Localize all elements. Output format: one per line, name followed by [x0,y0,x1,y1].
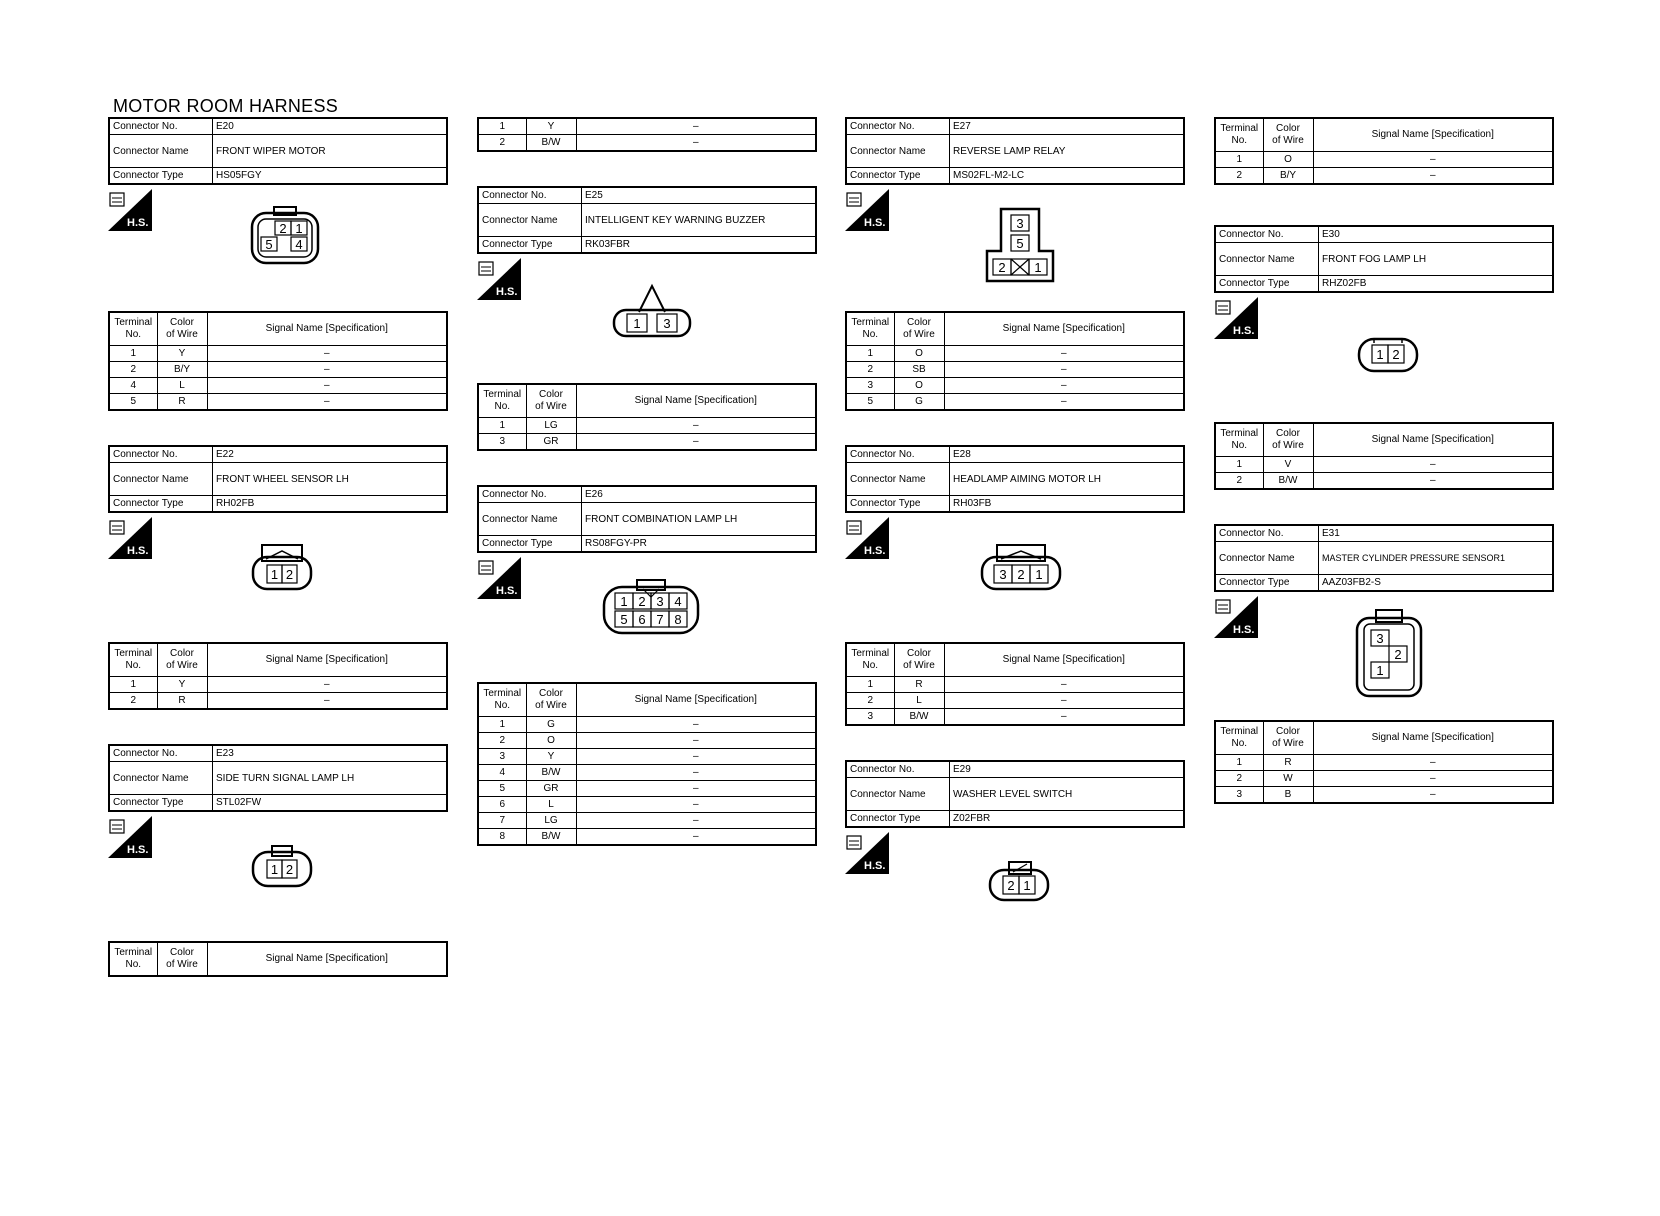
connector-no-label: Connector No. [109,118,213,135]
harness-side-icon [1214,297,1258,339]
connector-name-value: INTELLIGENT KEY WARNING BUZZER [582,204,817,237]
connector-info-table: Connector No. E26 Connector Name FRONT COMBINATION LAMP LH Connector Type RS08FGY-PR [477,485,817,553]
svg-text:2: 2 [1394,647,1402,662]
svg-text:2: 2 [1007,878,1015,893]
connector-no-value: E25 [582,187,817,204]
table-row: 3 O – [846,378,1184,394]
terminal-table: Terminal No. Color of Wire Signal Name [Specification] 1 R – 2 W – 3 B – [1214,720,1554,804]
connector-e25-face [611,282,693,340]
terminal-table: Terminal No. Color of Wire Signal Name [Specification] 1 O – 2 SB – 3 O – 5 G – [845,311,1185,411]
terminal-table: Terminal No. Color of Wire Signal Name [Specification] 1 Y – 2 R – [108,642,448,710]
svg-text:3: 3 [1016,216,1024,231]
table-row: 3 Y – [478,749,816,765]
table-row: 6 L – [478,797,816,813]
connector-e29 [845,760,1185,928]
table-row: 3 B/W – [846,709,1184,726]
harness-side-icon [845,832,889,874]
connector-no-value: E30 [1319,226,1554,243]
table-row: 5 R – [109,394,447,411]
connector-no-value: E26 [582,486,817,503]
svg-text:5: 5 [620,612,628,627]
pin-label: 1 [295,221,303,236]
connector-name-value: WASHER LEVEL SWITCH [950,778,1185,811]
table-row: 5 G – [846,394,1184,411]
table-row: 2 B/W – [478,135,816,152]
table-row: 2 O – [478,733,816,749]
table-row: 1 G – [478,717,816,733]
svg-text:H.S.: H.S. [127,844,149,856]
terminal-table-continued: Terminal No. Color of Wire Signal Name [Specification] 1 O – 2 B/Y – [1214,117,1554,185]
svg-text:7: 7 [656,612,664,627]
svg-text:H.S.: H.S. [496,286,518,298]
connector-e27 [845,117,1185,411]
connector-type-value: AAZ03FB2-S [1319,575,1554,592]
svg-text:6: 6 [638,612,646,627]
pin-label: 2 [279,221,287,236]
harness-side-icon [108,517,152,559]
connector-no-value: E22 [213,446,448,463]
svg-text:1: 1 [270,862,279,877]
connector-type-label: Connector Type [109,168,213,185]
column-2 [477,117,817,846]
svg-text:H.S.: H.S. [864,860,886,872]
svg-text:H.S.: H.S. [496,585,518,597]
connector-name-value: FRONT WIPER MOTOR [213,135,448,168]
connector-name-value: FRONT WHEEL SENSOR LH [213,463,448,496]
svg-text:3: 3 [663,316,671,331]
signal-header: Signal Name [Specification] [207,312,447,346]
table-row: 2 B/Y – [109,362,447,378]
connector-e28-face [979,543,1063,593]
connector-e28 [845,445,1185,726]
svg-text:1: 1 [270,567,279,582]
table-row: 1 R – [846,677,1184,693]
svg-text:2: 2 [285,862,294,877]
svg-text:4: 4 [674,594,682,609]
table-row: 2 W – [1215,771,1553,787]
connector-e27-face [983,207,1057,283]
connector-e23 [108,744,448,977]
table-row: 3 B – [1215,787,1553,804]
table-row: 1 O – [846,346,1184,362]
color-header: Color of Wire [157,312,207,346]
connector-no-value: E20 [213,118,448,135]
svg-text:H.S.: H.S. [127,545,149,557]
connector-e22 [108,445,448,710]
connector-info-table: Connector No. E28 Connector Name HEADLAMP AIMING MOTOR LH Connector Type RH03FB [845,445,1185,513]
pin-label: 4 [295,237,303,252]
connector-e26 [477,485,817,846]
connector-type-value: STL02FW [213,795,448,812]
connector-info-table: Connector No. E30 Connector Name FRONT FOG LAMP LH Connector Type RHZ02FB [1214,225,1554,293]
connector-type-value: RH03FB [950,496,1185,513]
connector-name-label: Connector Name [109,135,213,168]
table-row: 2 R – [109,693,447,710]
svg-text:3: 3 [656,594,664,609]
connector-info-table: Connector No. E31 Connector Name MASTER CYLINDER PRESSURE SENSOR1 Connector Type AAZ03FB2-S [1214,524,1554,592]
svg-text:1: 1 [1035,567,1043,582]
harness-side-icon [108,816,152,858]
column-1 [108,117,448,977]
terminal-table-continued [477,117,817,152]
table-row: 2 L – [846,693,1184,709]
table-row: 2 B/W – [1215,473,1553,490]
connector-name-value: FRONT FOG LAMP LH [1319,243,1554,276]
svg-text:1: 1 [620,594,628,609]
connector-type-value: Z02FBR [950,811,1185,828]
terminal-table: Terminal No. Color of Wire Signal Name [Specification] 1 LG – 3 GR – [477,383,817,451]
connector-info-table [108,117,448,185]
connector-no-value: E27 [950,118,1185,135]
svg-text:5: 5 [1016,236,1024,251]
terminal-table: Terminal No. Color of Wire Signal Name [Specification] [108,941,448,977]
harness-side-icon [477,258,521,300]
column-3 [845,117,1185,928]
table-row: 2 B/Y – [1215,168,1553,185]
svg-text:1: 1 [1376,347,1384,362]
connector-e26-face [601,577,701,637]
harness-side-icon [845,517,889,559]
connector-no-value: E28 [950,446,1185,463]
page-title: MOTOR ROOM HARNESS [113,96,339,116]
connector-info-table: Connector No. E27 Connector Name REVERSE LAMP RELAY Connector Type MS02FL-M2-LC [845,117,1185,185]
svg-text:2: 2 [1017,567,1025,582]
connector-info-table: Connector No. E25 Connector Name INTELLIGENT KEY WARNING BUZZER Connector Type RK03FBR [477,186,817,254]
connector-no-value: E31 [1319,525,1554,542]
connector-name-value: SIDE TURN SIGNAL LAMP LH [213,762,448,795]
table-row: 1 Y – [109,346,447,362]
connector-e25 [477,186,817,451]
connector-e22-face [250,543,314,593]
table-row: 8 B/W – [478,829,816,846]
svg-text:2: 2 [285,567,294,582]
connector-no-value: E23 [213,745,448,762]
connector-type-value: RK03FBR [582,237,817,254]
connector-e29-face [987,858,1051,904]
connector-type-value: RHZ02FB [1319,276,1554,293]
table-row: 4 L – [109,378,447,394]
svg-text:1: 1 [1034,260,1042,275]
table-row: 3 GR – [478,434,816,451]
connector-e30-face [1356,333,1420,375]
terminal-table: Terminal No. Color of Wire Signal Name [Specification] 1 R – 2 L – 3 B/W – [845,642,1185,726]
table-row: 7 LG – [478,813,816,829]
connector-name-value: MASTER CYLINDER PRESSURE SENSOR1 [1319,542,1554,575]
table-row: 1 R – [1215,755,1553,771]
table-row: 1 LG – [478,418,816,434]
harness-side-icon [108,189,152,231]
table-row: 1 V – [1215,457,1553,473]
svg-text:1: 1 [633,316,641,331]
harness-side-icon [845,189,889,231]
connector-type-value: RH02FB [213,496,448,513]
table-row: 4 B/W – [478,765,816,781]
hs-label: H.S. [127,217,149,229]
table-row: 2 SB – [846,362,1184,378]
connector-e20 [108,117,448,411]
pin-label: 5 [265,237,273,252]
svg-text:2: 2 [638,594,646,609]
connector-info-table: Connector No. E23 Connector Name SIDE TURN SIGNAL LAMP LH Connector Type STL02FW [108,744,448,812]
table-row: 1 Y – [478,118,816,135]
svg-text:3: 3 [999,567,1007,582]
table-row: 1 O – [1215,152,1553,168]
connector-info-table: Connector No. E29 Connector Name WASHER LEVEL SWITCH Connector Type Z02FBR [845,760,1185,828]
svg-text:1: 1 [1376,663,1384,678]
svg-text:3: 3 [1376,631,1384,646]
svg-text:H.S.: H.S. [864,545,886,557]
svg-text:2: 2 [998,260,1006,275]
harness-side-icon [1214,596,1258,638]
table-row: 1 Y – [109,677,447,693]
connector-type-value: RS08FGY-PR [582,536,817,553]
connector-e31-face [1354,608,1424,700]
connector-e30 [1214,225,1554,490]
connector-no-value: E29 [950,761,1185,778]
connector-name-value: HEADLAMP AIMING MOTOR LH [950,463,1185,496]
connector-e23-face [250,842,314,892]
terminal-table: Terminal No. Color of Wire Signal Name [Specification] 1 V – 2 B/W – [1214,422,1554,490]
connector-name-value: REVERSE LAMP RELAY [950,135,1185,168]
svg-text:2: 2 [1392,347,1400,362]
connector-type-value: MS02FL-M2-LC [950,168,1185,185]
harness-side-icon [477,557,521,599]
svg-text:H.S.: H.S. [1233,624,1255,636]
connector-e20-face [248,205,322,267]
connector-name-value: FRONT COMBINATION LAMP LH [582,503,817,536]
terminal-table: Terminal No. Color of Wire Signal Name [Specification] 1 G – 2 O – 3 Y – 4 B/W – 5 GR – 6 L – 7 LG – 8 B/W – [477,682,817,846]
connector-info-table: Connector No. E22 Connector Name FRONT WHEEL SENSOR LH Connector Type RH02FB [108,445,448,513]
svg-text:8: 8 [674,612,682,627]
terminal-table [108,311,448,411]
terminal-no-header: Terminal No. [109,312,157,346]
table-row: 5 GR – [478,781,816,797]
svg-text:H.S.: H.S. [1233,325,1255,337]
connector-type-value: HS05FGY [213,168,448,185]
svg-text:H.S.: H.S. [864,217,886,229]
connector-e31 [1214,524,1554,804]
svg-text:1: 1 [1023,878,1031,893]
column-4 [1214,117,1554,804]
